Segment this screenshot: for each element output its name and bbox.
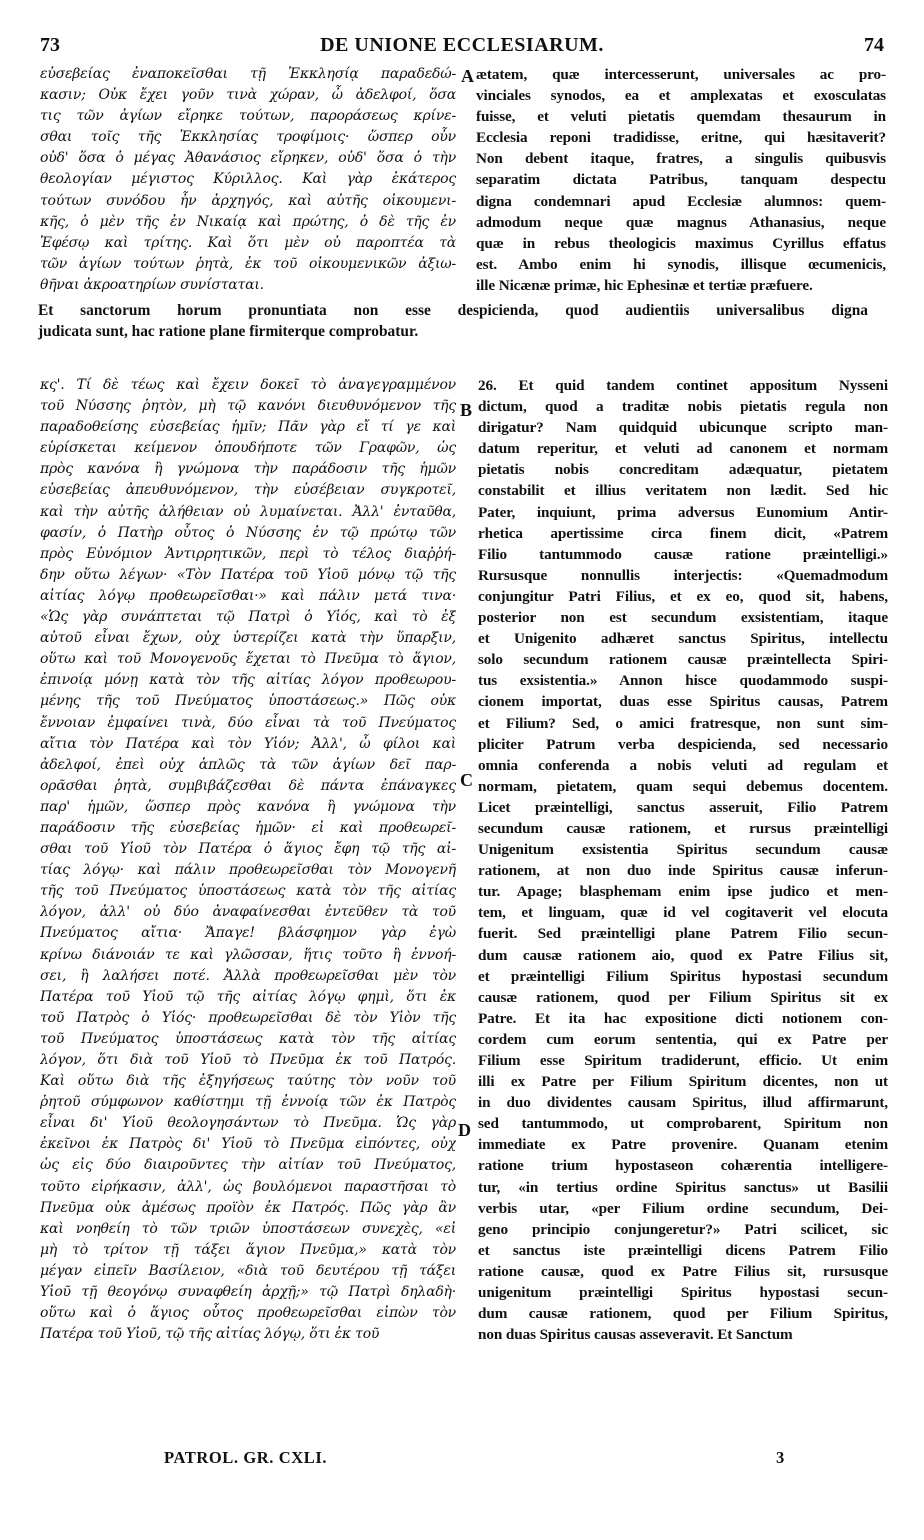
latin-text-line: fuerit. Sed præintelligi plane Patrem Filio secun- <box>478 925 888 943</box>
latin-text-line: causæ rationem, quod per Filium Spiritus sit ex <box>478 988 888 1006</box>
latin-text-line: omnia conferenda a nobis veluti ad regulam et <box>478 756 888 774</box>
greek-text-line: σει, ἢ λαλήσει ποτέ. Ἀλλὰ προθεωρεῖσθαι μὲν τὸν <box>40 967 456 984</box>
greek-text-line: κασιν; Οὐκ ἔχει γοῦν τινὰ χώραν, ὦ ἀδελφοί, ὅσα <box>40 87 456 104</box>
greek-text-line: κς'. Τί δὲ τέως καὶ ἔχειν δοκεῖ τὸ ἀναγεγραμμένον <box>40 377 456 393</box>
greek-text-line: καὶ τὴν αὐτῆς ἀλήθειαν οὐ λυμαίνεται. Ἀλλ' ἐνταῦθα, <box>40 503 456 520</box>
latin-text-line: Non debent itaque, fratres, a singulis quibusvis <box>476 150 886 168</box>
greek-text-line: τοῦ Πατρὸς ὁ Υἱός· προθεωρεῖσθαι δὲ τὸν Υἱὸν τῆς <box>40 1009 456 1026</box>
greek-text-line: εὑρίσκεται κείμενον ὁπουδήποτε τῶν Γραφῶν, ὡς <box>40 440 456 457</box>
summary-text-line: Et sanctorum horum pronuntiata non esse despicienda, quod audientiis universalibus digna <box>38 302 868 319</box>
greek-text-line: θεολογίαν μέγιστος Κύριλλος. Καὶ γὰρ ἑκάτερος <box>40 171 456 188</box>
greek-text-line: ἐκεῖνοι ἐκ Πατρὸς δι' Υἱοῦ τὸ Πνεῦμα εἰπόντες, οὐχ <box>40 1136 456 1153</box>
greek-text-line: παρ' ἡμῶν, ὥσπερ πρὸς κανόνα ἢ γνώμονα τὴν <box>40 798 456 815</box>
greek-text-line: φασίν, ὁ Πατὴρ οὗτος ὁ Νύσσης ἐν τῷ πρώτῳ τῶν <box>40 524 456 541</box>
latin-text-line: digna condemnari apud Ecclesiæ alumnos: quem- <box>476 192 886 210</box>
latin-text-line: 26. Et quid tandem continet appositum Nysseni <box>478 377 888 394</box>
margin-marker-b: B <box>460 400 473 420</box>
greek-text-line: τῶν ἁγίων τούτων ῥητὰ, ἐκ τοῦ οἰκουμενικῶν ἀξιω- <box>40 255 456 272</box>
greek-column-top <box>40 64 456 296</box>
greek-column-bottom <box>40 375 456 1345</box>
greek-text-line: παράδοσιν τῆς εὐσεβείας ἡμῶν· εἰ καὶ προθεωρεῖ- <box>40 819 456 836</box>
greek-text-line: σθαι τοῦ Υἱοῦ τὸν Πατέρα ὁ ἅγιος ἔφη τῷ τῆς αἰ- <box>40 841 456 858</box>
running-header <box>40 34 884 60</box>
latin-text-line: Filio tantummodo causæ ratione præintelligi.» <box>478 545 888 563</box>
latin-text-line: cionem importat, duas esse Spiritus causas, Patrem <box>478 693 888 711</box>
latin-text-line: normam, pietatem, quam sequi debemus docentem. <box>478 777 888 795</box>
latin-text-line: tus exsistentia.» Annon hisce quodammodo suspi- <box>478 672 888 690</box>
greek-text-line: παραδοθείσης εὐσεβείας ἡμῖν; Πᾶν γὰρ εἴ τί γε καὶ <box>40 419 456 436</box>
latin-text-line: dum causæ rationem aio, quod ex Patre Filius sit, <box>478 946 888 964</box>
summary-text-line: judicata sunt, hac ratione plane firmiterque comprobatur. <box>38 323 419 340</box>
latin-text-line: ætatem, quæ intercesserunt, universales ac pro- <box>476 66 886 83</box>
latin-text-line: est. Ambo enim hi synodis, illisque œcumenicis, <box>476 255 886 273</box>
greek-text-line: ορᾶσθαι ῥητὰ, συμβιβάζεσθαι δὲ πάντα ἐπάναγκες <box>40 777 456 794</box>
page-number-left: 73 <box>40 34 60 56</box>
latin-text-line: quæ in rebus theologicis maximus Cyrillus effatus <box>476 234 886 252</box>
greek-text-line: Υἱοῦ τῇ θεογόνῳ συναφθείη ἀρχῇ;» τῷ Πατρὶ δηλαδὴ· <box>40 1284 456 1301</box>
latin-text-line: Unigenitum exsistentia Spiritus secundum causæ <box>478 841 888 859</box>
greek-text-line: οὐδ' ὅσα ὁ μέγας Ἀθανάσιος εἴρηκεν, οὐδ' ὅσα ὁ τὴν <box>40 150 456 167</box>
greek-text-line: τῆς τοῦ Πνεύματος ὑποστάσεως κατὰ τὸν τῆς αἰτίας <box>40 883 456 900</box>
latin-text-line: Ecclesia reponi tradidisse, eritne, qui hæsitaverit? <box>476 129 886 147</box>
latin-text-line: tem, et linguam, quæ id vel cogitaverit vel elocuta <box>478 904 888 922</box>
greek-text-line: τούτων συνόδου ἦν ἀρχηγός, καὶ αὐτῆς οἰκουμενι- <box>40 192 456 209</box>
latin-text-line: rationem, at non duo inde Spiritus causæ inferun- <box>478 862 888 880</box>
greek-text-line: πρὸς Εὐνόμιον Ἀντιρρητικῶν, περὶ τὸ τέλος διαῤῥή- <box>40 545 456 562</box>
latin-text-line: in duo dividentes causam Spiritus, illud affirmarunt, <box>478 1094 888 1112</box>
latin-text-line: vinciales synodos, ea et amplexatas et exosculatas <box>476 87 886 105</box>
full-width-summary <box>38 300 868 342</box>
page-footer <box>0 1448 924 1478</box>
running-title: DE UNIONE ECCLESIARUM. <box>320 34 604 56</box>
latin-text-line: et Filium? Sed, o amici fratresque, non sunt sim- <box>478 714 888 732</box>
latin-text-line: datum reperitur, et veluti ad canonem et normam <box>478 440 888 458</box>
latin-column-top <box>476 64 886 296</box>
latin-text-line: conjungitur Patri Filius, et ex eo, quod sit, habens, <box>478 587 888 605</box>
greek-text-line: εὐσεβείας ἀπευθυνόμενον, τὴν εὐσέβειαν συγκροτεῖ, <box>40 482 456 499</box>
footer-volume: PATROL. GR. CXLI. <box>164 1448 328 1467</box>
greek-text-line: καὶ νοηθείη τὸ τῶν τριῶν ὑποστάσεων συνεχὲς, «εἰ <box>40 1220 456 1237</box>
latin-text-line: tur, «in tertius ordine Spiritus sanctus» ut Basilii <box>478 1178 888 1196</box>
latin-text-line: Rursusque nonnullis interjectis: «Quemadmodum <box>478 566 888 584</box>
greek-text-line: μέγαν εἰπεῖν Βασίλειον, «διὰ τοῦ δευτέρου τῇ τάξει <box>40 1262 456 1279</box>
latin-text-line: et sanctus iste præintelligi dicens Patrem Filio <box>478 1241 888 1259</box>
latin-text-line: separatim dictata Patribus, tanquam despectu <box>476 171 886 189</box>
latin-text-line: fuisse, et veluti pietatis quemdam thesaurum in <box>476 108 886 126</box>
margin-marker-a: A <box>461 66 474 86</box>
latin-text-line: secundum causæ rationem, et rursus præintelligi <box>478 819 888 837</box>
greek-text-line: τίας λόγῳ· καὶ πάλιν προθεωρεῖσθαι τὸν Μονογενῆ <box>40 862 456 879</box>
greek-text-line: ῥητοῦ σύμφωνον καθίστημι τῇ ἐννοίᾳ τῶν ἐκ Πατρὸς <box>40 1094 456 1111</box>
greek-text-line: θῆναι ἀκροατηρίων συνίσταται. <box>40 276 264 293</box>
latin-text-line: Filium esse Spiritum tradiderunt, efficio. Ut enim <box>478 1052 888 1069</box>
latin-text-line: cordem cum eorum sententia, qui ex Patre per <box>478 1030 888 1048</box>
footer-signature-number: 3 <box>776 1448 785 1467</box>
latin-text-line: posterior non est secundum exsistentiam, itaque <box>478 609 888 627</box>
latin-text-line: geno principio conjungeretur?» Patri scilicet, sic <box>478 1220 888 1238</box>
greek-text-line: ἀδελφοί, ἐπεὶ οὐχ ἁπλῶς τὰ τῶν ἁγίων δεῖ παρ- <box>40 756 456 773</box>
greek-text-line: Πατέρα τοῦ Υἱοῦ τῷ τῆς αἰτίας λόγῳ φημὶ, ὅτι ἐκ <box>40 988 456 1005</box>
latin-column-bottom <box>478 375 888 1345</box>
latin-text-line: Patre. Et ita hac expositione dicti notionem con- <box>478 1009 888 1027</box>
greek-text-line: αὐτοῦ εἶναι ἔχων, οὐχ ὑστερίζει κατὰ τὴν ὕπαρξιν, <box>40 630 456 647</box>
page-number-right: 74 <box>864 34 884 56</box>
latin-text-line: et Unigenito adhæret sanctus Spiritus, intellectu <box>478 630 888 648</box>
latin-text-line: constabilit et illius veritatem non lædit. Sed hic <box>478 482 888 500</box>
latin-text-line: tur. Apage; blasphemam enim ipse judico et men- <box>478 883 888 901</box>
greek-text-line: σθαι τοῖς τῆς Ἐκκλησίας τροφίμοις· ὥσπερ οὖν <box>40 129 456 146</box>
latin-text-line: et præintelligi Filium Spiritus hypostasi secundum <box>478 967 888 985</box>
latin-text-line: pliciter Patrum verba despicienda, sed necessario <box>478 735 888 753</box>
greek-text-line: Πατέρα τοῦ Υἱοῦ, τῷ τῆς αἰτίας λόγῳ, ὅτι ἐκ τοῦ <box>40 1326 380 1343</box>
latin-text-line: solo secundum rationem causæ præintellecta Spiri- <box>478 651 888 669</box>
latin-text-line: unigenitum præintelligi Spiritus hypostasi secun- <box>478 1284 888 1302</box>
latin-text-line: rhetica apertissime circa finem dicit, «Patrem <box>478 524 888 542</box>
latin-text-line: ratione trium hypostaseon cohærentia intelligere- <box>478 1157 888 1175</box>
latin-text-line: verbis utar, «per Filium ordine secundum, Dei- <box>478 1199 888 1217</box>
greek-text-line: εὐσεβείας ἐναποκεῖσθαι τῇ Ἐκκλησίᾳ παραδεδώ- <box>40 66 456 82</box>
greek-text-line: λόγον, ἀλλ' οὐ δύο ἀναφαίνεσθαι ἐντεῦθεν τὰ τοῦ <box>40 904 456 921</box>
greek-text-line: εἶναι δι' Υἱοῦ θεολογησάντων τὸ Πνεῦμα. Ὡς γὰρ <box>40 1115 456 1132</box>
greek-text-line: δην οὕτω λέγων· «Τὸν Πατέρα τοῦ Υἱοῦ μόνῳ τῷ τῆς <box>40 566 456 583</box>
greek-text-line: Ἐφέσῳ καὶ τρίτης. Καὶ ὅτι μὲν οὐ παροπτέα τὰ <box>40 234 456 251</box>
greek-text-line: αἴτια τὸν Πατέρα καὶ τὸν Υἱόν; Ἀλλ', ὦ φίλοι καὶ <box>40 735 456 752</box>
greek-text-line: οὕτω καὶ τοῦ Μονογενοῦς ἔχεται τὸ Πνεῦμα τὸ ἅγιον, <box>40 651 456 668</box>
latin-text-line: immediate ex Patre provenire. Quanam etenim <box>478 1136 888 1154</box>
latin-text-line: dum causæ rationem, quod per Filium Spiritus, <box>478 1305 888 1323</box>
greek-text-line: ἔννοιαν ἐμφαίνει τινὰ, δύο εἶναι τὰ τοῦ Πνεύματος <box>40 714 456 731</box>
latin-text-line: Pater, inquiunt, prima adversus Eunomium Antir- <box>478 503 888 521</box>
margin-marker-d: D <box>458 1120 471 1140</box>
greek-text-line: κῆς, ὁ μὲν τῆς ἐν Νικαίᾳ καὶ πρώτης, ὁ δὲ τῆς ἐν <box>40 213 456 230</box>
latin-text-line: pietatis nobis concreditam adæquatur, pietatem <box>478 461 888 479</box>
greek-text-line: λόγον, ὅτι διὰ τοῦ Υἱοῦ τὸ Πνεῦμα ἐκ τοῦ Πατρός. <box>40 1052 456 1068</box>
greek-text-line: «Ὡς γὰρ συνάπτεται τῷ Πατρὶ ὁ Υἱός, καὶ τὸ ἐξ <box>40 609 456 626</box>
greek-text-line: ὡς εἰς δύο διαιροῦντες τὴν αἰτίαν τοῦ Πνεύματος, <box>40 1157 456 1174</box>
greek-text-line: Πνεύματος αἴτια· Ἄπαγε! βλάσφημον γὰρ ἐγὼ <box>40 925 456 942</box>
greek-text-line: μὴ τὸ τρίτον τῇ τάξει ἅγιον Πνεῦμα,» κατὰ τὸν <box>40 1241 456 1258</box>
latin-text-line: ille Nicænæ primæ, hic Ephesinæ et tertiæ præfuere. <box>476 276 813 294</box>
latin-text-line: sed tantummodo, ut comprobarent, Spiritum non <box>478 1115 888 1133</box>
greek-text-line: τοῦ Πνεύματος ὑποστάσεως κατὰ τὸν τῆς αἰτίας <box>40 1030 456 1047</box>
latin-text-line: dirigatur? Nam quidquid ubicunque scripto man- <box>478 419 888 437</box>
latin-text-line: non duas Spiritus causas asseveravit. Et Sanctum <box>478 1326 793 1344</box>
greek-text-line: οὕτω καὶ ὁ ἅγιος οὗτος προθεωρεῖσθαι εἰπὼν τὸν <box>40 1305 456 1322</box>
greek-text-line: μένης τῆς τοῦ Πνεύματος ὑποστάσεως.» Πῶς οὐκ <box>40 693 456 710</box>
greek-text-line: ἐπινοίᾳ μόνῃ κατὰ τὸν τῆς αἰτίας λόγον προθεωρου- <box>40 672 456 689</box>
greek-text-line: Καὶ οὕτω διὰ τῆς ἐξηγήσεως ταύτης τὸν νοῦν τοῦ <box>40 1073 456 1090</box>
greek-text-line: τοῦ Νύσσης ῥητὸν, μὴ τῷ κανόνι διευθυνόμενον τῆς <box>40 398 456 415</box>
greek-text-line: τις τῶν ἁγίων εἴρηκε τούτων, παροράσεως κρίνε- <box>40 108 456 125</box>
greek-text-line: Πνεῦμα οὐκ ἀμέσως προϊὸν ἐκ Πατρός. Πῶς γὰρ ἂν <box>40 1199 456 1216</box>
greek-text-line: τοῦτο εἰρήκασιν, ἀλλ', ὡς βουλόμενοι παραστῆσαι τὸ <box>40 1178 456 1195</box>
latin-text-line: illi ex Patre per Filium Spiritum dicentes, non ut <box>478 1073 888 1091</box>
margin-marker-c: C <box>460 770 473 790</box>
greek-text-line: πρὸς κανόνα ἢ γνώμονα τὴν παράδοσιν τῆς ἡμῶν <box>40 461 456 478</box>
latin-text-line: ratione causæ, quod ex Patre Filius sit, rursusque <box>478 1262 888 1280</box>
latin-text-line: Licet præintelligi, sanctus asseruit, Filio Patrem <box>478 798 888 816</box>
latin-text-line: dictum, quod a traditæ nobis pietatis regula non <box>478 398 888 416</box>
greek-text-line: κρίνω διάνοιάν τε καὶ γλῶσσαν, ἥτις τοῦτο ἢ ἐννοή- <box>40 946 456 963</box>
latin-text-line: admodum neque quæ magnus Athanasius, neque <box>476 213 886 231</box>
greek-text-line: αἰτίας λόγῳ προθεωρεῖσθαι·» καὶ πάλιν μετά τινα· <box>40 587 456 604</box>
